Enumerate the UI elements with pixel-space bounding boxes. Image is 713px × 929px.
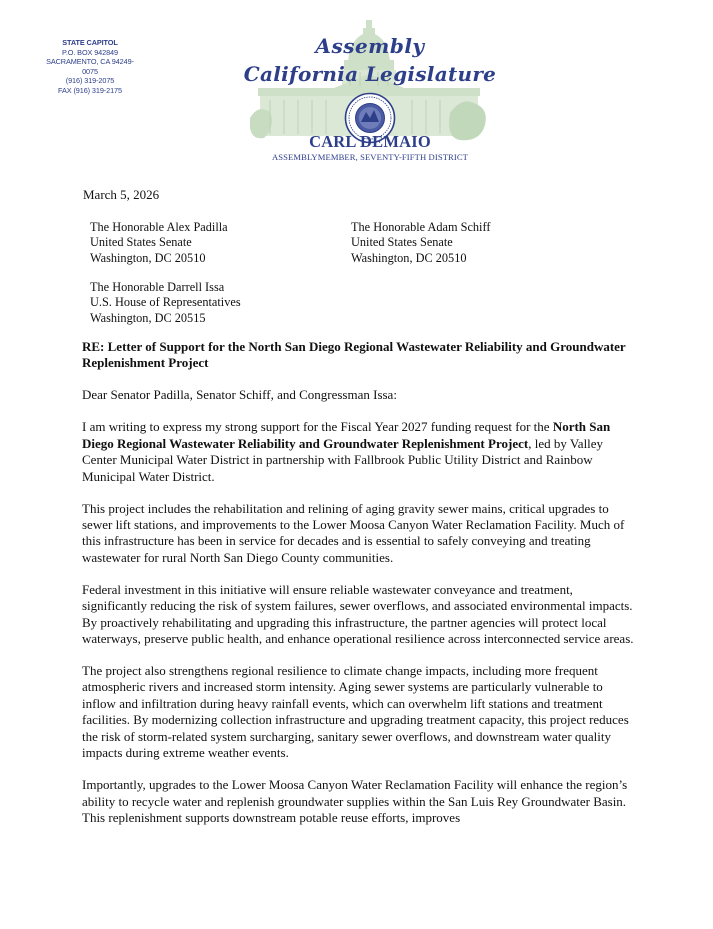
paragraph-text: , led by Valley Center Municipal Water District in partnership with Fallbrook Public Utility District and Rainbow Municipal Water District. xyxy=(82,435,604,484)
subject-line: RE: Letter of Support for the North San Diego Regional Wastewater Reliability and Groundwater Replenishment Project xyxy=(82,339,626,371)
body-paragraph: Importantly, upgrades to the Lower Moosa Canyon Water Reclamation Facility will enhance the region’s ability to recycle water and replenish groundwater supplies within the San Luis Rey Groundwater Basin. This replenishment supports downstream potable reuse efforts, improves xyxy=(82,777,628,825)
recipient-name: The Honorable Alex Padilla xyxy=(90,220,228,234)
recipient-address xyxy=(90,220,228,266)
recipient-name: The Honorable Darrell Issa xyxy=(90,280,225,294)
body-paragraph: This project includes the rehabilitation and relining of aging gravity sewer mains, critical upgrades to sewer lift stations, and improvements to the Lower Moosa Canyon Water Reclamation Facility. Much of this infrastructure has been in service for decades and is essential to safely conveying and treating wastewater for rural North San Diego County communities. xyxy=(82,500,625,565)
paragraph-text: I am writing to express my strong support for the Fiscal Year 2027 funding request for the xyxy=(82,419,553,435)
return-address-line: P.O. BOX 942849 xyxy=(62,47,118,57)
return-address-line: SACRAMENTO, CA 94249-0075 xyxy=(46,57,134,76)
letterhead-assembly: Assembly xyxy=(315,34,425,58)
letterhead xyxy=(240,18,500,168)
return-address-line: FAX (916) 319-2175 xyxy=(58,85,122,95)
salutation: Dear Senator Padilla, Senator Schiff, and Congressman Issa: xyxy=(82,387,397,403)
return-address-line: (916) 319-2075 xyxy=(65,76,115,86)
body-paragraph xyxy=(82,419,638,485)
project-name: North San Diego Regional Wastewater Reliability and Groundwater Replenishment Project xyxy=(82,419,611,451)
letterhead-legislature: California Legislature xyxy=(243,62,497,86)
recipient-name: The Honorable Adam Schiff xyxy=(351,220,491,234)
recipient-city: Washington, DC 20510 xyxy=(351,250,467,265)
member-title: ASSEMBLYMEMBER, SEVENTY-FIFTH DISTRICT xyxy=(271,152,469,162)
member-name: CARL DEMAIO xyxy=(309,132,431,151)
recipient-org: United States Senate xyxy=(351,235,453,250)
letter-date: March 5, 2026 xyxy=(83,187,160,202)
body-paragraph: Federal investment in this initiative will ensure reliable wastewater conveyance and treatment, significantly reducing the risk of system failures, sewer overflows, and associated environmental impacts. By proactively rehabilitating and upgrading this infrastructure, the partner agencies will protect local waterways, preserve public health, and enhance operational resilience across interconnected service areas. xyxy=(82,581,634,647)
letter-body xyxy=(82,339,638,842)
return-address xyxy=(40,38,140,96)
body-paragraph: The project also strengthens regional resilience to climate change impacts, including more frequent atmospheric rivers and increased storm intensity. Aging sewer systems are particularly vulnerable to inflow and infiltration during heavy rainfall events, which can overwhelm lift stations and treatment facilities. By modernizing collection infrastructure and upgrading treatment capacity, this project reduces the risk of storm-related system surcharging, sanitary sewer overflows, and downstream water quality impacts during extreme weather events. xyxy=(82,663,629,761)
recipient-address xyxy=(351,220,490,266)
return-address-title: STATE CAPITOL xyxy=(62,38,118,47)
recipient-org: U.S. House of Representatives xyxy=(90,295,241,310)
recipient-address xyxy=(90,280,241,326)
recipient-city: Washington, DC 20515 xyxy=(90,310,206,325)
recipient-city: Washington, DC 20510 xyxy=(90,250,206,265)
recipient-org: United States Senate xyxy=(90,235,192,250)
